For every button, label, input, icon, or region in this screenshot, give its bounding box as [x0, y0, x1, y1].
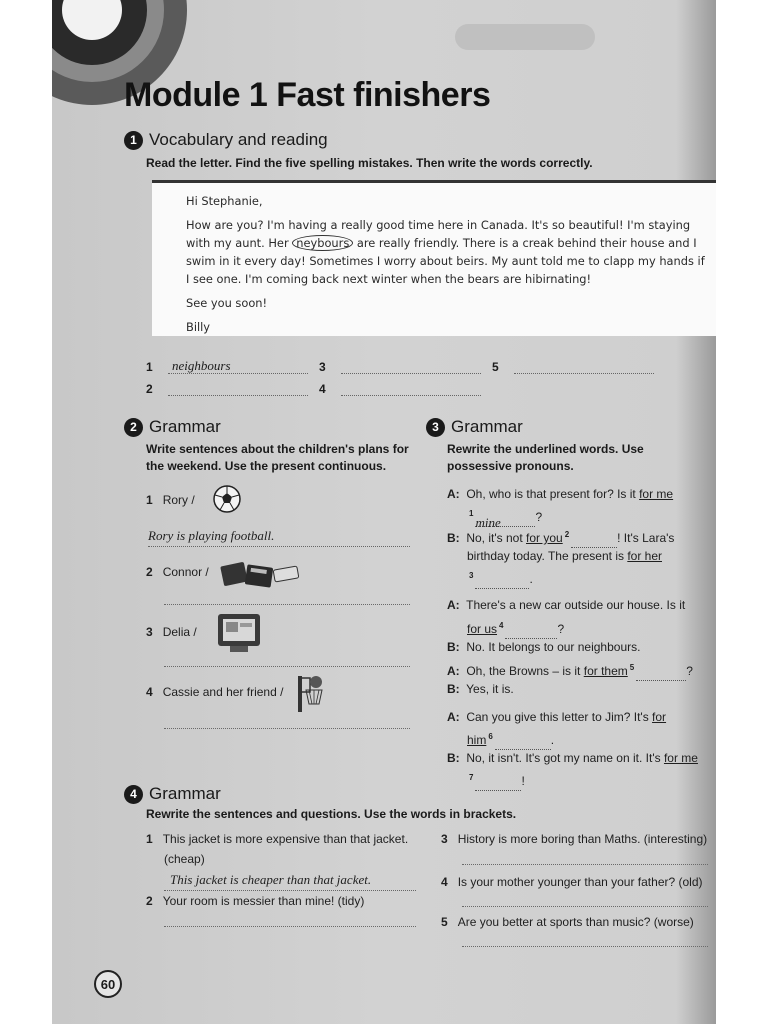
- gap-number: 7: [469, 773, 474, 782]
- item-number: 5: [441, 915, 448, 929]
- gap-answer[interactable]: [475, 575, 529, 589]
- answer-row: [319, 380, 481, 396]
- item-number: 4: [441, 875, 448, 889]
- dialogue-text: No, it's not: [466, 531, 526, 545]
- item-text: This jacket is more expensive than that jacket.: [162, 832, 409, 846]
- item-hint: (cheap): [164, 852, 205, 866]
- dialogue-text: Oh, who is that present for? Is it: [466, 487, 640, 501]
- gap-number: 4: [499, 621, 504, 630]
- answer-number: 4: [319, 382, 326, 396]
- speaker-label: B:: [447, 640, 460, 654]
- letter-greeting: Hi Stephanie,: [186, 194, 263, 208]
- dialogue-line: [467, 504, 543, 530]
- page-title: Module 1 Fast finishers: [124, 76, 491, 114]
- item-prompt: Connor /: [162, 565, 209, 579]
- item-number: 3: [146, 625, 153, 639]
- dialogue-line: [447, 707, 666, 727]
- answer-number: 5: [492, 360, 499, 374]
- answer-field[interactable]: This jacket is cheaper than that jacket.: [164, 870, 416, 891]
- dialogue-text: birthday today. The present is: [467, 549, 628, 563]
- exercise-item: [146, 562, 209, 582]
- answer-line[interactable]: [462, 946, 708, 947]
- ghost-tab: [455, 24, 595, 50]
- letter-signature: Billy: [186, 320, 211, 334]
- dialogue-text: .: [550, 733, 555, 747]
- dialogue-line: [467, 616, 564, 639]
- answer-field[interactable]: [341, 380, 481, 396]
- dialogue-text: Yes, it is.: [466, 682, 514, 696]
- dialogue-text: Can you give this letter to Jim? It's: [466, 710, 653, 724]
- exercise-item: [146, 622, 197, 642]
- section-title: Vocabulary and reading: [149, 130, 328, 149]
- circled-word: neybours: [292, 235, 353, 251]
- answer-row: [146, 358, 308, 374]
- dialogue-line: [447, 637, 640, 657]
- underlined-word: for them: [583, 664, 628, 678]
- answer-number: 3: [319, 360, 326, 374]
- exercise-item: [441, 829, 707, 849]
- dialogue-text: ?: [535, 510, 543, 524]
- section-4-header: [124, 784, 221, 804]
- dialogue-text: !: [521, 774, 525, 788]
- section-2-header: [124, 417, 221, 437]
- underlined-word: him: [467, 733, 487, 747]
- letter-text: are really friendly. There is a creak behind their house and I swim in it every day! Sometimes I worry about beirs. My aunt told me to clapp my hands if I see one. I'm coming back next winter when the bears are hibirnating!: [186, 236, 705, 286]
- section-3-instruction: Rewrite the underlined words. Use possessive pronouns.: [447, 442, 644, 473]
- gap-number: 5: [629, 663, 635, 672]
- dialogue-text: There's a new car outside our house. Is it: [466, 598, 686, 612]
- answer-field[interactable]: [168, 380, 308, 396]
- basketball-hoop-icon: [296, 674, 326, 714]
- dialogue-line: [467, 546, 662, 566]
- answer-row: [319, 358, 481, 374]
- dialogue-line: [447, 748, 698, 768]
- exercise-item: [146, 490, 195, 510]
- gap-answer[interactable]: [636, 667, 686, 681]
- letter-text: How are you? I'm having a really good time here in Canada. It's so beautiful! I'm staying with my aunt. Her: [186, 218, 691, 250]
- television-icon: [216, 612, 262, 654]
- item-prompt: Delia /: [162, 625, 197, 639]
- answer-number: 2: [146, 382, 153, 396]
- item-number: 2: [146, 894, 153, 908]
- section-1-header: [124, 130, 328, 150]
- speaker-label: B:: [447, 682, 460, 696]
- dialogue-line: [467, 727, 554, 750]
- underlined-word: for her: [627, 549, 662, 563]
- answer-line[interactable]: [164, 666, 410, 667]
- letter-body: [186, 216, 706, 288]
- dialogue-text: .: [529, 572, 533, 586]
- gap-answer[interactable]: [475, 777, 521, 791]
- answer-field[interactable]: [514, 358, 654, 374]
- item-number: 1: [146, 832, 153, 846]
- dialogue-line: [467, 768, 525, 791]
- answer-field[interactable]: neighbours: [168, 358, 308, 374]
- dialogue-text: ?: [686, 664, 693, 678]
- page-number: 60: [94, 970, 122, 998]
- dialogue-text: Oh, the Browns – is it: [466, 664, 584, 678]
- answer-line[interactable]: [164, 728, 410, 729]
- item-number: 2: [146, 565, 153, 579]
- section-number: 2: [124, 418, 143, 437]
- dialogue-text: ?: [557, 622, 565, 636]
- gap-number: 6: [488, 732, 493, 741]
- gap-number: 2: [564, 530, 570, 539]
- football-icon: [212, 484, 242, 514]
- exercise-item: [146, 829, 426, 849]
- section-title: Grammar: [149, 417, 221, 436]
- item-text: History is more boring than Maths. (interesting): [457, 832, 708, 846]
- dialogue-line: [447, 525, 674, 548]
- section-number: 3: [426, 418, 445, 437]
- dialogue-line: [447, 595, 685, 615]
- item-number: 3: [441, 832, 448, 846]
- dialogue-line: [467, 566, 533, 589]
- dialogue-text: No. It belongs to our neighbours.: [466, 640, 641, 654]
- speaker-label: A:: [447, 710, 460, 724]
- section-number: 4: [124, 785, 143, 804]
- section-1-instruction: Read the letter. Find the five spelling mistakes. Then write the words correctly.: [146, 156, 593, 170]
- section-3-header: [426, 417, 523, 437]
- answer-row: [146, 380, 308, 396]
- answer-number: 1: [146, 360, 153, 374]
- item-text: Your room is messier than mine! (tidy): [162, 894, 365, 908]
- gap-answer[interactable]: mine: [475, 513, 535, 527]
- page-edge: [716, 0, 768, 1024]
- item-text: Are you better at sports than music? (worse): [457, 915, 694, 929]
- dialogue-line: [447, 679, 514, 699]
- gap-number: 3: [469, 571, 474, 580]
- answer-field[interactable]: [341, 358, 481, 374]
- letter-box: [152, 180, 716, 336]
- underlined-word: for me: [639, 487, 674, 501]
- answer-line[interactable]: [462, 906, 708, 907]
- dialogue-line: [447, 484, 673, 504]
- answer-line[interactable]: [164, 926, 416, 927]
- item-prompt: Rory /: [162, 493, 195, 507]
- section-2-instruction: Write sentences about the children's plans for the weekend. Use the present continuous.: [146, 442, 409, 473]
- letter-closing: See you soon!: [186, 296, 268, 310]
- item-number: 4: [146, 685, 153, 699]
- gap-number: 1: [469, 509, 474, 518]
- speaker-label: B:: [447, 531, 460, 545]
- speaker-label: A:: [447, 598, 460, 612]
- exercise-item: [441, 872, 703, 892]
- underlined-word: for me: [663, 751, 698, 765]
- speaker-label: A:: [447, 664, 460, 678]
- item-prompt: Cassie and her friend /: [162, 685, 284, 699]
- dialogue-text: ! It's Lara's: [617, 531, 675, 545]
- dialogue-line: [447, 658, 693, 681]
- item-text: Is your mother younger than your father? (old): [457, 875, 703, 889]
- underlined-word: for: [652, 710, 667, 724]
- exercise-item: [441, 912, 694, 932]
- item-number: 1: [146, 493, 153, 507]
- answer-line[interactable]: [462, 864, 708, 865]
- speaker-label: B:: [447, 751, 460, 765]
- exercise-item: [146, 891, 364, 911]
- answer-line[interactable]: [164, 604, 410, 605]
- section-title: Grammar: [451, 417, 523, 436]
- exercise-item: [146, 682, 283, 702]
- underlined-word: for us: [467, 622, 498, 636]
- section-4-instruction: Rewrite the sentences and questions. Use the words in brackets.: [146, 807, 517, 821]
- books-icon: [220, 558, 302, 590]
- speaker-label: A:: [447, 487, 460, 501]
- section-number: 1: [124, 131, 143, 150]
- dialogue-text: No, it isn't. It's got my name on it. It's: [466, 751, 664, 765]
- section-title: Grammar: [149, 784, 221, 803]
- answer-row: [492, 358, 654, 374]
- underlined-word: for you: [526, 531, 563, 545]
- answer-field[interactable]: Rory is playing football.: [148, 526, 410, 547]
